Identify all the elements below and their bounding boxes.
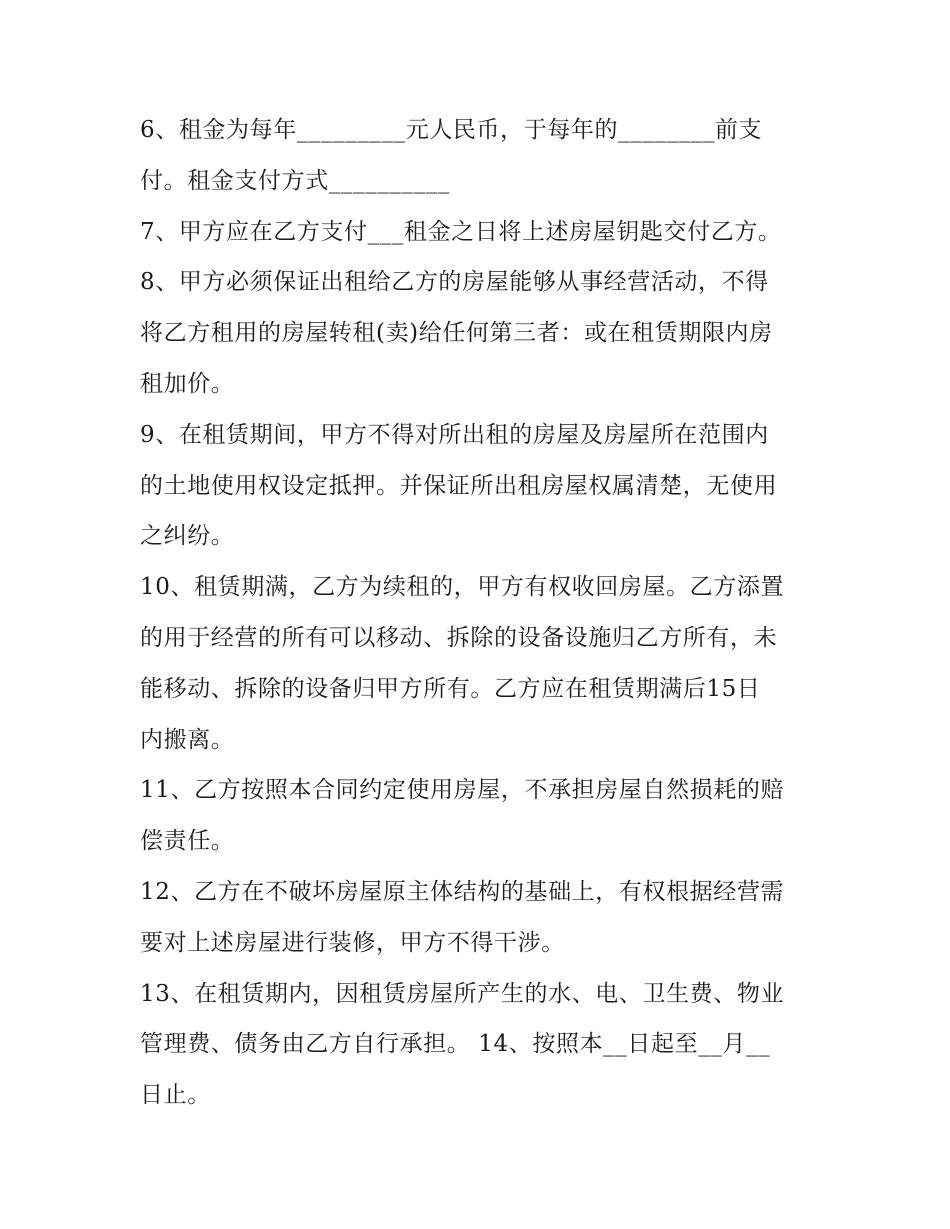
text-line: 付。租金支付方式__________ <box>140 167 450 194</box>
text-line: 11、乙方按照本合同约定使用房屋，不承担房屋自然损耗的赔 <box>140 777 785 804</box>
text-line: 管理费、债务由乙方自行承担。 14、按照本__日起至__月__ <box>140 1031 771 1058</box>
text-line: 偿责任。 <box>140 828 235 855</box>
text-line: 将乙方租用的房屋转租(卖)给任何第三者：或在租赁期限内房 <box>140 320 773 347</box>
text-line: 8、甲方必须保证出租给乙方的房屋能够从事经营活动，不得 <box>140 269 769 296</box>
text-line: 租加价。 <box>140 370 235 397</box>
text-line: 内搬离。 <box>140 726 235 753</box>
text-line: 的用于经营的所有可以移动、拆除的设备设施归乙方所有，未 <box>140 624 778 651</box>
text-line: 要对上述房屋进行装修，甲方不得干涉。 <box>140 929 565 956</box>
text-line: 10、租赁期满，乙方为续租的，甲方有权收回房屋。乙方添置 <box>140 574 785 601</box>
text-line: 6、租金为每年_________元人民币，于每年的________前支 <box>140 117 763 143</box>
text-line: 之纠纷。 <box>140 523 235 550</box>
text-line: 13、在租赁期内，因租赁房屋所产生的水、电、卫生费、物业 <box>140 980 785 1007</box>
text-line: 的土地使用权设定抵押。并保证所出租房屋权属清楚，无使用 <box>140 472 778 499</box>
document-body <box>140 105 820 1121</box>
text-line: 能移动、拆除的设备归甲方所有。乙方应在租赁期满后15日 <box>140 675 761 702</box>
text-line: 9、在租赁期间，甲方不得对所出租的房屋及房屋所在范围内 <box>140 421 769 448</box>
text-line: 7、甲方应在乙方支付___租金之日将上述房屋钥匙交付乙方。 <box>140 218 782 245</box>
text-line: 日止。 <box>140 1082 211 1109</box>
text-line: 12、乙方在不破坏房屋原主体结构的基础上，有权根据经营需 <box>140 878 785 905</box>
